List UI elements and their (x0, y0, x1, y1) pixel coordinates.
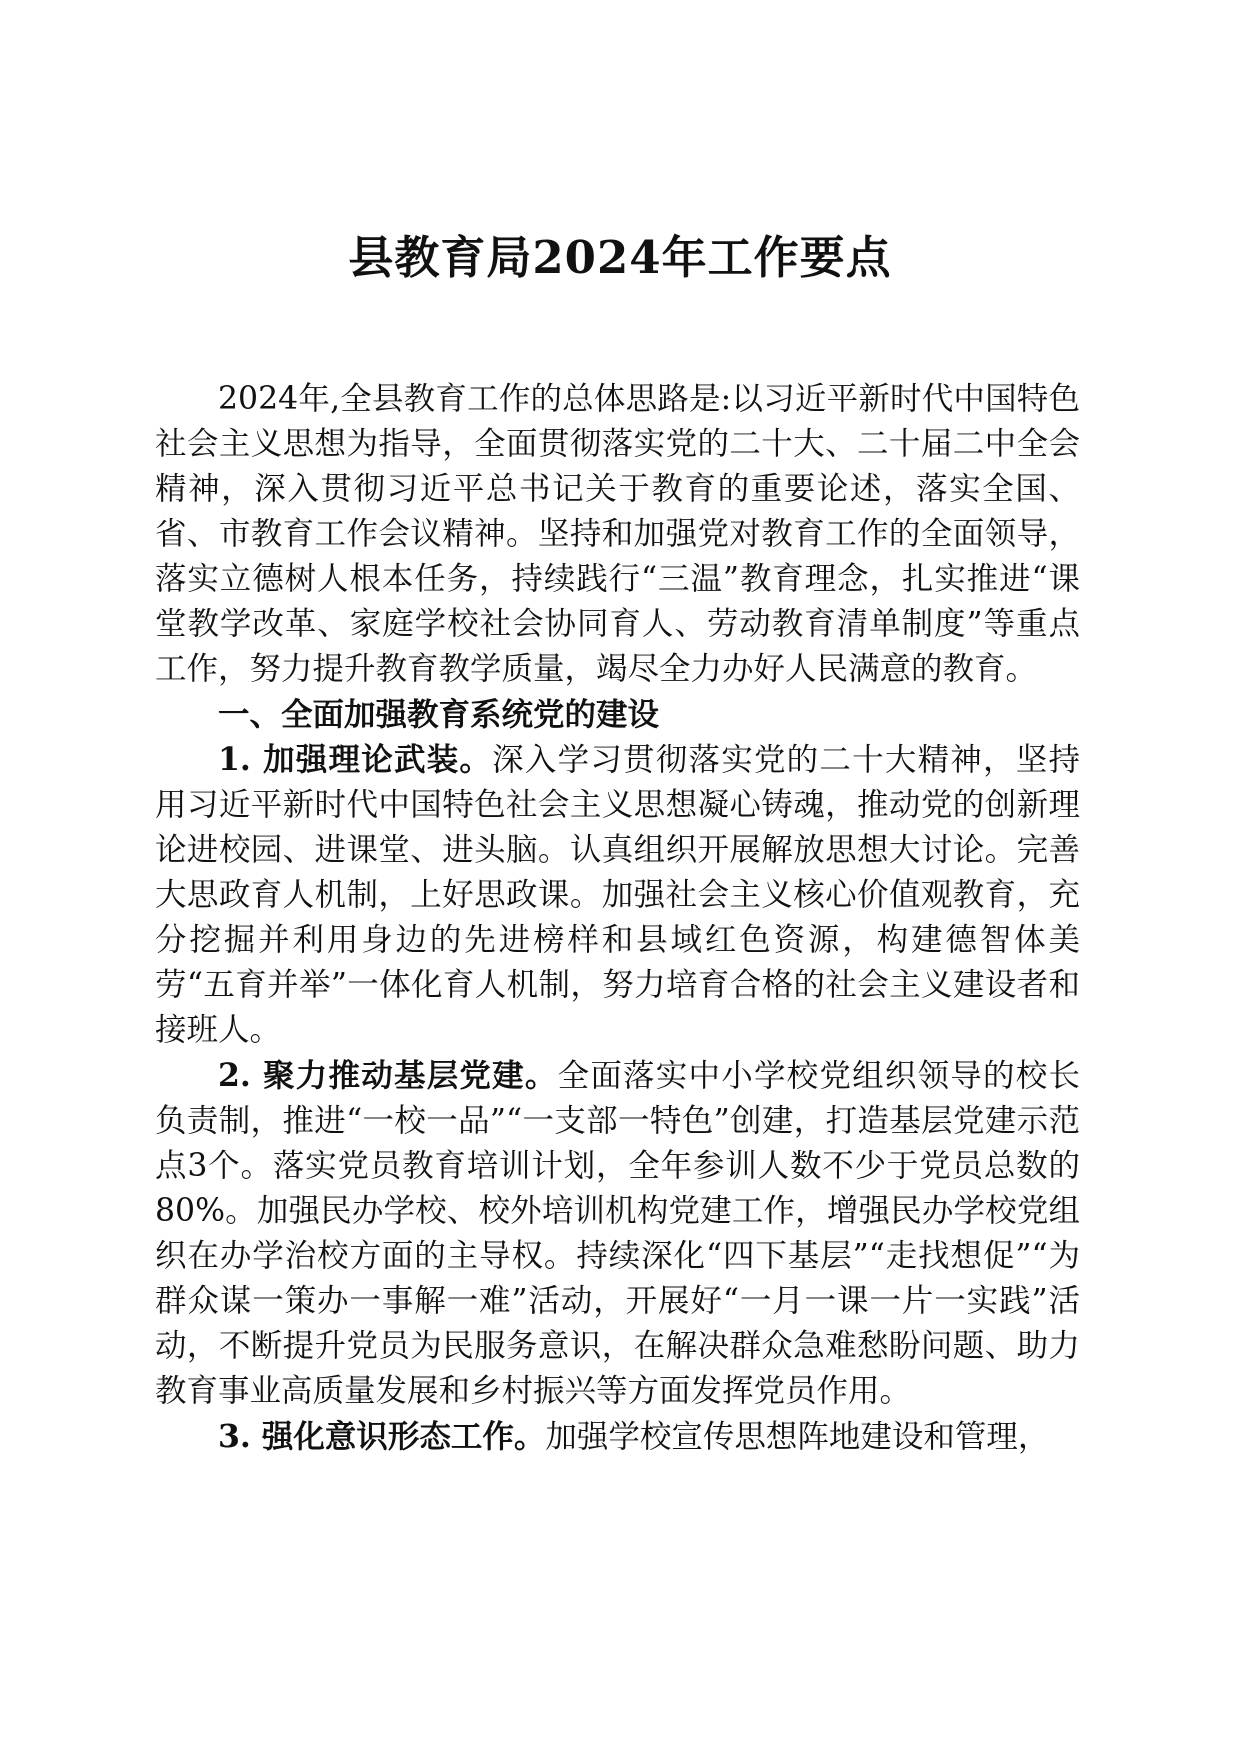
document-body (155, 377, 1080, 1460)
item-paragraph-1 (155, 737, 1080, 1053)
item-paragraph-3 (155, 1414, 1080, 1460)
document-title: 县教育局2024年工作要点 (348, 231, 892, 284)
item-text: 深入学习贯彻落实党的二十大精神，坚持用习近平新时代中国特色社会主义思想凝心铸魂，推动党的创新理论进校园、进课堂、进头脑。认真组织开展解放思想大讨论。完善大思政育人机制，上好思政课。加强社会主义核心价值观教育，充分挖掘并利用身边的先进榜样和县域红色资源，构建德智体美劳“五育并举”一体化育人机制，努力培育合格的社会主义建设者和接班人。 (155, 742, 1080, 1048)
item-lead: 2. 聚力推动基层党建。 (218, 1057, 558, 1094)
item-text: 全面落实中小学校党组织领导的校长负责制，推进“一校一品”“一支部一特色”创建，打造基层党建示范点3个。落实党员教育培训计划，全年参训人数不少于党员总数的80%。加强民办学校、校外培训机构党建工作，增强民办学校党组织在办学治校方面的主导权。持续深化“四下基层”“走找想促”“为群众谋一策办一事解一难”活动，开展好“一月一课一片一实践”活动，不断提升党员为民服务意识，在解决群众急难愁盼问题、助力教育事业高质量发展和乡村振兴等方面发挥党员作用。 (155, 1058, 1080, 1409)
item-paragraph-2 (155, 1053, 1080, 1414)
item-text: 加强学校宣传思想阵地建设和管理， (545, 1419, 1050, 1455)
section-heading: 一、全面加强教育系统党的建设 (218, 696, 660, 733)
item-lead: 1. 加强理论武装。 (218, 741, 493, 778)
intro-paragraph: 2024年,全县教育工作的总体思路是:以习近平新时代中国特色社会主义思想为指导，全面贯彻落实党的二十大、二十届二中全会精神，深入贯彻习近平总书记关于教育的重要论述，落实全国、省、市教育工作会议精神。坚持和加强党对教育工作的全面领导，落实立德树人根本任务，持续践行“三温”教育理念，扎实推进“课堂教学改革、家庭学校社会协同育人、劳动教育清单制度”等重点工作，努力提升教育教学质量，竭尽全力办好人民满意的教育。 (155, 381, 1080, 687)
item-lead: 3. 强化意识形态工作。 (218, 1418, 546, 1455)
